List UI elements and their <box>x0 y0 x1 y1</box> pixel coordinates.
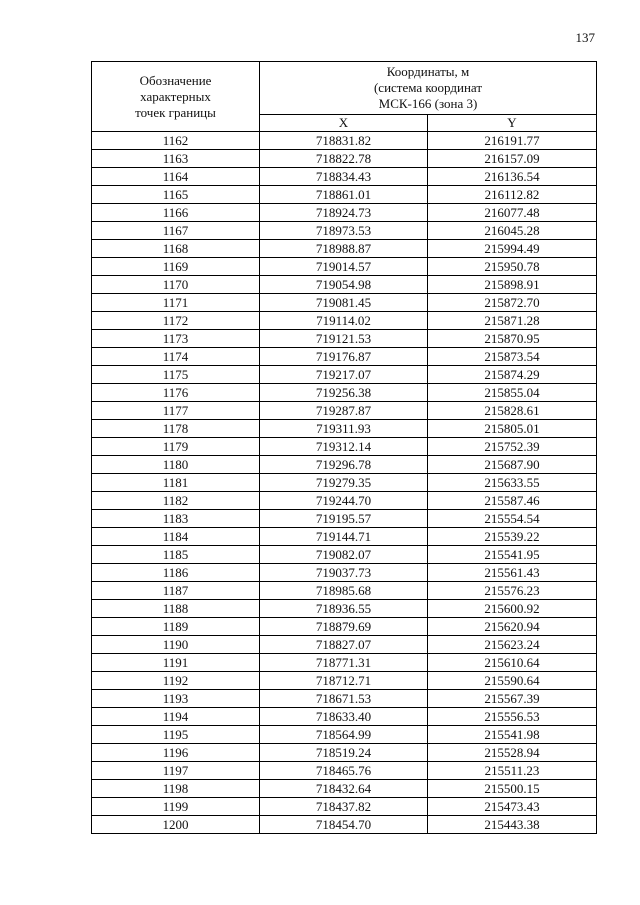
point-id-cell: 1200 <box>92 816 260 834</box>
y-coordinate-cell: 215898.91 <box>428 276 597 294</box>
point-id-cell: 1174 <box>92 348 260 366</box>
point-id-cell: 1182 <box>92 492 260 510</box>
page-number: 137 <box>575 30 595 45</box>
x-coordinate-cell: 719279.35 <box>260 474 428 492</box>
point-id-cell: 1188 <box>92 600 260 618</box>
table-row <box>92 420 597 438</box>
x-coordinate-cell: 719176.87 <box>260 348 428 366</box>
table-row <box>92 348 597 366</box>
point-id-cell: 1170 <box>92 276 260 294</box>
y-coordinate-cell: 215541.98 <box>428 726 597 744</box>
x-coordinate-cell: 718973.53 <box>260 222 428 240</box>
table-header <box>92 62 597 132</box>
header-x: X <box>260 115 428 132</box>
y-coordinate-cell: 215871.28 <box>428 312 597 330</box>
table-row <box>92 258 597 276</box>
y-coordinate-cell: 216045.28 <box>428 222 597 240</box>
table-row <box>92 636 597 654</box>
y-coordinate-cell: 216157.09 <box>428 150 597 168</box>
table-row <box>92 366 597 384</box>
y-coordinate-cell: 215443.38 <box>428 816 597 834</box>
y-coordinate-cell: 216112.82 <box>428 186 597 204</box>
point-id-cell: 1171 <box>92 294 260 312</box>
table-row <box>92 564 597 582</box>
y-coordinate-cell: 215556.53 <box>428 708 597 726</box>
x-coordinate-cell: 718822.78 <box>260 150 428 168</box>
y-coordinate-cell: 215500.15 <box>428 780 597 798</box>
y-coordinate-cell: 215473.43 <box>428 798 597 816</box>
y-coordinate-cell: 215855.04 <box>428 384 597 402</box>
x-coordinate-cell: 718437.82 <box>260 798 428 816</box>
y-coordinate-cell: 215561.43 <box>428 564 597 582</box>
table-row <box>92 132 597 150</box>
header-y: Y <box>428 115 597 132</box>
y-coordinate-cell: 215576.23 <box>428 582 597 600</box>
table-row <box>92 690 597 708</box>
y-coordinate-cell: 215511.23 <box>428 762 597 780</box>
table-row <box>92 186 597 204</box>
x-coordinate-cell: 719217.07 <box>260 366 428 384</box>
point-id-cell: 1177 <box>92 402 260 420</box>
table-row <box>92 456 597 474</box>
y-coordinate-cell: 215554.54 <box>428 510 597 528</box>
y-coordinate-cell: 215633.55 <box>428 474 597 492</box>
table-row <box>92 762 597 780</box>
table-row <box>92 312 597 330</box>
y-coordinate-cell: 215539.22 <box>428 528 597 546</box>
x-coordinate-cell: 718771.31 <box>260 654 428 672</box>
table-row <box>92 438 597 456</box>
header-point-label-text: Обозначение характерных точек границы <box>135 72 216 120</box>
x-coordinate-cell: 718827.07 <box>260 636 428 654</box>
point-id-cell: 1185 <box>92 546 260 564</box>
point-id-cell: 1166 <box>92 204 260 222</box>
y-coordinate-cell: 215620.94 <box>428 618 597 636</box>
table-row <box>92 600 597 618</box>
table-row <box>92 726 597 744</box>
y-coordinate-cell: 215590.64 <box>428 672 597 690</box>
y-coordinate-cell: 215752.39 <box>428 438 597 456</box>
table-row <box>92 492 597 510</box>
y-coordinate-cell: 215687.90 <box>428 456 597 474</box>
point-id-cell: 1165 <box>92 186 260 204</box>
x-coordinate-cell: 718519.24 <box>260 744 428 762</box>
y-coordinate-cell: 215805.01 <box>428 420 597 438</box>
table-row <box>92 510 597 528</box>
point-id-cell: 1195 <box>92 726 260 744</box>
y-coordinate-cell: 216136.54 <box>428 168 597 186</box>
x-coordinate-cell: 718831.82 <box>260 132 428 150</box>
x-coordinate-cell: 718432.64 <box>260 780 428 798</box>
x-coordinate-cell: 718924.73 <box>260 204 428 222</box>
table-row <box>92 402 597 420</box>
point-id-cell: 1189 <box>92 618 260 636</box>
header-point-label <box>92 62 260 132</box>
x-coordinate-cell: 718985.68 <box>260 582 428 600</box>
x-coordinate-cell: 719144.71 <box>260 528 428 546</box>
table-row <box>92 618 597 636</box>
y-coordinate-cell: 215994.49 <box>428 240 597 258</box>
point-id-cell: 1169 <box>92 258 260 276</box>
table-row <box>92 816 597 834</box>
x-coordinate-cell: 719037.73 <box>260 564 428 582</box>
x-coordinate-cell: 719287.87 <box>260 402 428 420</box>
table-row <box>92 294 597 312</box>
point-id-cell: 1198 <box>92 780 260 798</box>
x-coordinate-cell: 719296.78 <box>260 456 428 474</box>
table-row <box>92 168 597 186</box>
table-row <box>92 546 597 564</box>
point-id-cell: 1164 <box>92 168 260 186</box>
x-coordinate-cell: 718879.69 <box>260 618 428 636</box>
table-row <box>92 672 597 690</box>
point-id-cell: 1173 <box>92 330 260 348</box>
coordinates-table <box>91 61 597 834</box>
table-row <box>92 528 597 546</box>
x-coordinate-cell: 719256.38 <box>260 384 428 402</box>
point-id-cell: 1186 <box>92 564 260 582</box>
x-coordinate-cell: 719311.93 <box>260 420 428 438</box>
point-id-cell: 1192 <box>92 672 260 690</box>
point-id-cell: 1187 <box>92 582 260 600</box>
x-coordinate-cell: 719114.02 <box>260 312 428 330</box>
point-id-cell: 1163 <box>92 150 260 168</box>
point-id-cell: 1176 <box>92 384 260 402</box>
table-row <box>92 708 597 726</box>
table-body <box>92 132 597 834</box>
x-coordinate-cell: 718936.55 <box>260 600 428 618</box>
point-id-cell: 1178 <box>92 420 260 438</box>
header-coordinates-text: Координаты, м (система координат МСК-166 (зона 3) <box>373 64 483 111</box>
x-coordinate-cell: 718834.43 <box>260 168 428 186</box>
y-coordinate-cell: 215600.92 <box>428 600 597 618</box>
point-id-cell: 1191 <box>92 654 260 672</box>
point-id-cell: 1190 <box>92 636 260 654</box>
table-row <box>92 798 597 816</box>
x-coordinate-cell: 718861.01 <box>260 186 428 204</box>
x-coordinate-cell: 719195.57 <box>260 510 428 528</box>
x-coordinate-cell: 718633.40 <box>260 708 428 726</box>
point-id-cell: 1180 <box>92 456 260 474</box>
point-id-cell: 1197 <box>92 762 260 780</box>
x-coordinate-cell: 719082.07 <box>260 546 428 564</box>
x-coordinate-cell: 719312.14 <box>260 438 428 456</box>
point-id-cell: 1183 <box>92 510 260 528</box>
point-id-cell: 1193 <box>92 690 260 708</box>
table-row <box>92 276 597 294</box>
x-coordinate-cell: 718465.76 <box>260 762 428 780</box>
point-id-cell: 1167 <box>92 222 260 240</box>
y-coordinate-cell: 216191.77 <box>428 132 597 150</box>
x-coordinate-cell: 718712.71 <box>260 672 428 690</box>
table-row <box>92 384 597 402</box>
y-coordinate-cell: 215828.61 <box>428 402 597 420</box>
y-coordinate-cell: 215567.39 <box>428 690 597 708</box>
table-row <box>92 240 597 258</box>
y-coordinate-cell: 215610.64 <box>428 654 597 672</box>
point-id-cell: 1199 <box>92 798 260 816</box>
point-id-cell: 1175 <box>92 366 260 384</box>
table-row <box>92 204 597 222</box>
x-coordinate-cell: 719014.57 <box>260 258 428 276</box>
y-coordinate-cell: 215528.94 <box>428 744 597 762</box>
x-coordinate-cell: 718564.99 <box>260 726 428 744</box>
point-id-cell: 1168 <box>92 240 260 258</box>
y-coordinate-cell: 215874.29 <box>428 366 597 384</box>
y-coordinate-cell: 215950.78 <box>428 258 597 276</box>
table-row <box>92 654 597 672</box>
y-coordinate-cell: 215541.95 <box>428 546 597 564</box>
x-coordinate-cell: 718454.70 <box>260 816 428 834</box>
table-row <box>92 474 597 492</box>
y-coordinate-cell: 215623.24 <box>428 636 597 654</box>
x-coordinate-cell: 719244.70 <box>260 492 428 510</box>
y-coordinate-cell: 215587.46 <box>428 492 597 510</box>
x-coordinate-cell: 719081.45 <box>260 294 428 312</box>
x-coordinate-cell: 718988.87 <box>260 240 428 258</box>
x-coordinate-cell: 718671.53 <box>260 690 428 708</box>
table-row <box>92 330 597 348</box>
header-coordinates <box>260 62 597 115</box>
y-coordinate-cell: 215873.54 <box>428 348 597 366</box>
x-coordinate-cell: 719121.53 <box>260 330 428 348</box>
table-row <box>92 150 597 168</box>
table-row <box>92 780 597 798</box>
x-coordinate-cell: 719054.98 <box>260 276 428 294</box>
point-id-cell: 1181 <box>92 474 260 492</box>
point-id-cell: 1162 <box>92 132 260 150</box>
y-coordinate-cell: 215870.95 <box>428 330 597 348</box>
point-id-cell: 1194 <box>92 708 260 726</box>
point-id-cell: 1172 <box>92 312 260 330</box>
table-row <box>92 582 597 600</box>
y-coordinate-cell: 215872.70 <box>428 294 597 312</box>
table-row <box>92 744 597 762</box>
point-id-cell: 1179 <box>92 438 260 456</box>
point-id-cell: 1196 <box>92 744 260 762</box>
table-row <box>92 222 597 240</box>
y-coordinate-cell: 216077.48 <box>428 204 597 222</box>
point-id-cell: 1184 <box>92 528 260 546</box>
